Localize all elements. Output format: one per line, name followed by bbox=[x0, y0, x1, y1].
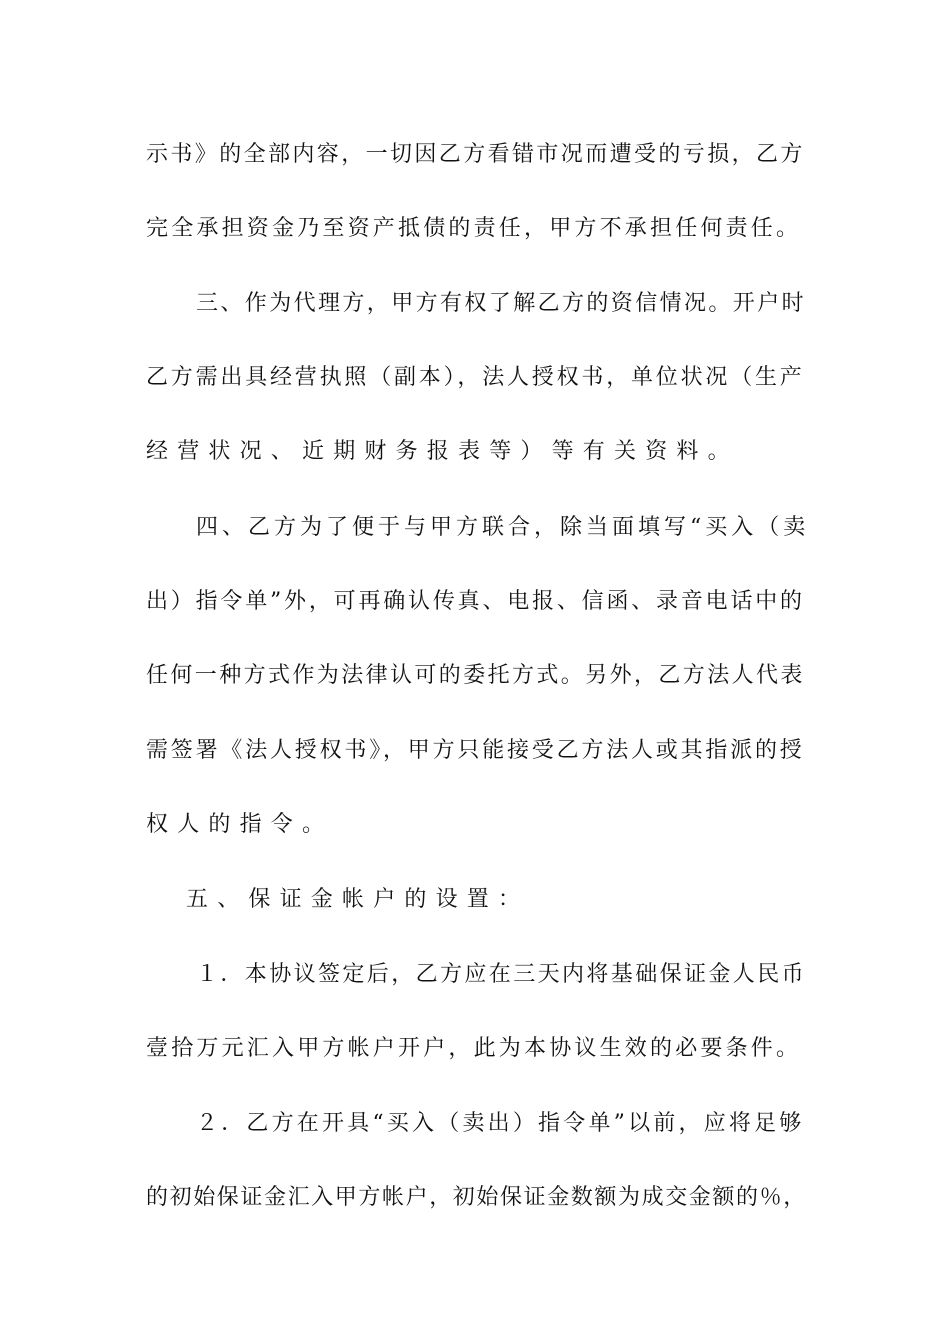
clause-1-line: １．本协议签定后，乙方应在三天内将基础保证金人民币 bbox=[196, 962, 807, 987]
section-5-heading-line: 五、保证金帐户的设置： bbox=[186, 887, 530, 912]
body-text-line: 乙方需出具经营执照（副本），法人授权书，单位状况（生产 bbox=[146, 365, 805, 390]
body-text-line: 经营状况、近期财务报表等）等有关资料。 bbox=[146, 439, 739, 464]
body-text-line: 完全承担资金乃至资产抵债的责任，甲方不承担任何责任。 bbox=[146, 216, 802, 241]
section-4-heading-line: 四、乙方为了便于与甲方联合，除当面填写“买入（卖 bbox=[196, 515, 810, 540]
body-text-line: 需签署《法人授权书》，甲方只能接受乙方法人或其指派的授 bbox=[146, 738, 805, 763]
section-3-heading-line: 三、作为代理方，甲方有权了解乙方的资信情况。开户时 bbox=[196, 291, 807, 316]
body-text-line: 任何一种方式作为法律认可的委托方式。另外，乙方法人代表 bbox=[146, 663, 805, 688]
clause-2-line: ２．乙方在开具“买入（卖出）指令单”以前，应将足够 bbox=[196, 1111, 805, 1136]
body-text-line: 的初始保证金汇入甲方帐户，初始保证金数额为成交金额的％， bbox=[146, 1185, 807, 1210]
body-text-line: 权人的指令。 bbox=[146, 812, 334, 837]
body-text-line: 壹拾万元汇入甲方帐户开户，此为本协议生效的必要条件。 bbox=[146, 1036, 802, 1061]
body-text-line: 示书》的全部内容，一切因乙方看错市况而遭受的亏损，乙方 bbox=[146, 142, 805, 167]
body-text-line: 出）指令单”外，可再确认传真、电报、信函、录音电话中的 bbox=[146, 589, 805, 614]
